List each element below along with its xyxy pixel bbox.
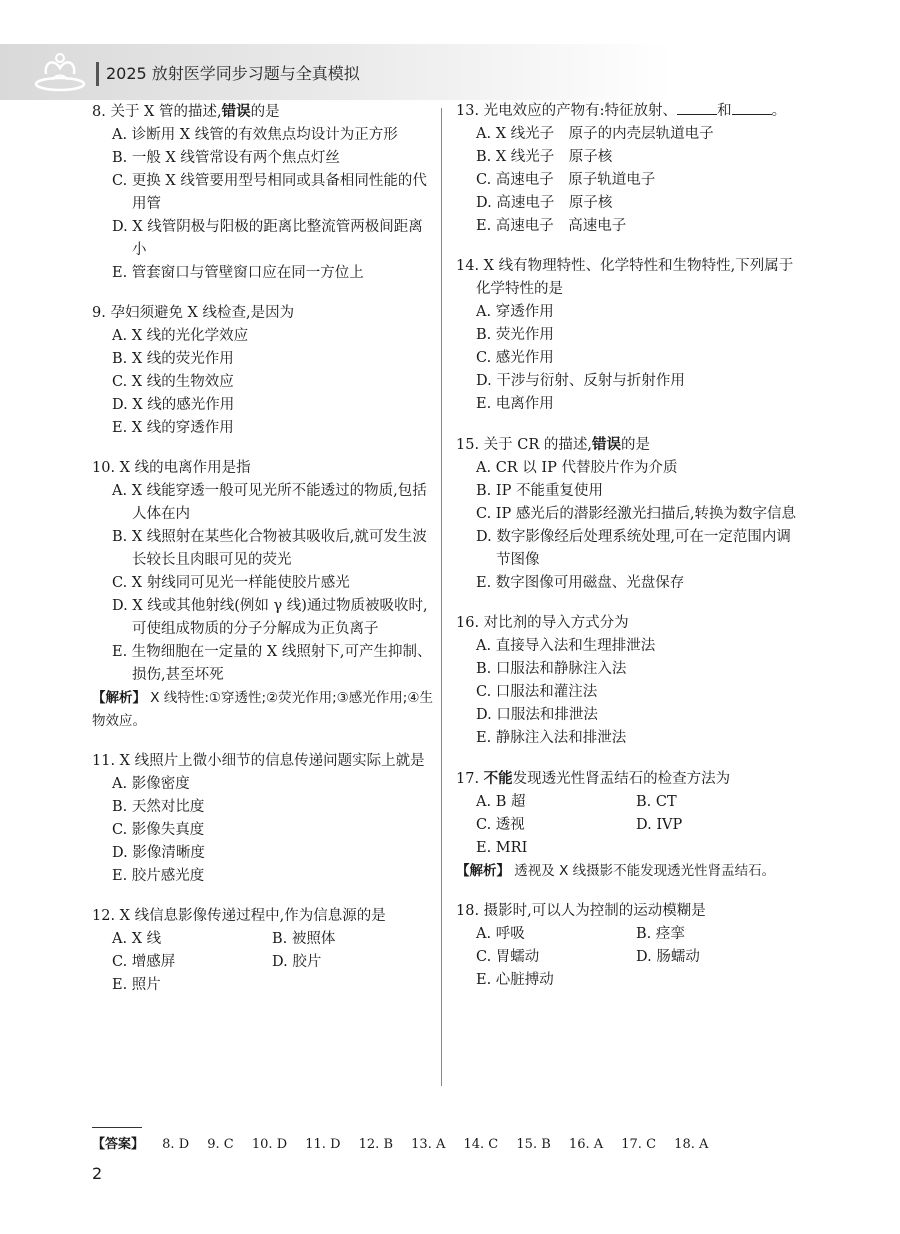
question-18 (456, 900, 801, 992)
answer-key-label: 【答案】 (92, 1137, 145, 1152)
option-b: B. 被照体 (272, 931, 336, 947)
book-title: 2025 放射医学同步习题与全真模拟 (106, 64, 360, 83)
option-b: B. 痉挛 (636, 926, 685, 942)
question-16 (456, 612, 801, 750)
question-12 (92, 905, 434, 997)
question-title: 10. X 线的电离作用是指 (92, 460, 251, 476)
header-divider-bar (96, 62, 99, 86)
question-14 (456, 255, 801, 416)
option-e: E. X 线的穿透作用 (112, 420, 234, 436)
option-c: C. IP 感光后的潜影经激光扫描后,转换为数字信息 (476, 506, 796, 522)
option-c: C. 透视 (476, 817, 525, 833)
option-c: C. 更换 X 线管要用型号相同或具备相同性能的代用管 (112, 173, 427, 212)
analysis-note: 【解析】 X 线特性:①穿透性;②荧光作用;③感光作用;④生物效应。 (92, 690, 433, 729)
answer-item: 8. D (162, 1137, 190, 1152)
question-15 (456, 433, 801, 595)
question-8 (92, 100, 434, 285)
answer-item: 12. B (358, 1137, 394, 1152)
answer-key (92, 1133, 722, 1152)
question-title: 13. 光电效应的产物有:特征放射、 和 。 (456, 100, 801, 123)
option-a: A. 穿透作用 (476, 304, 554, 320)
option-e: E. 高速电子 高速电子 (476, 218, 627, 234)
option-a: A. X 线能穿透一般可见光所不能透过的物质,包括人体在内 (112, 483, 427, 522)
question-title: 16. 对比剂的导入方式分为 (456, 615, 629, 631)
analysis-note: 【解析】 透视及 X 线摄影不能发现透光性肾盂结石。 (456, 863, 776, 879)
option-a: A. X 线光子 原子的内壳层轨道电子 (476, 126, 714, 142)
option-d: D. 影像清晰度 (112, 845, 205, 861)
option-b: B. 一般 X 线管常设有两个焦点灯丝 (112, 150, 340, 166)
page-header (0, 44, 900, 100)
question-17 (456, 767, 801, 883)
answer-item: 11. D (305, 1137, 341, 1152)
fill-blank (677, 100, 717, 115)
option-d: D. X 线或其他射线(例如 γ 线)通过物质被吸收时,可使组成物质的分子分解成为正负离子 (112, 598, 428, 637)
question-title: 12. X 线信息影像传递过程中,作为信息源的是 (92, 908, 386, 924)
option-d: D. 数字影像经后处理系统处理,可在一定范围内调节图像 (476, 529, 791, 568)
answer-item: 18. A (674, 1137, 709, 1152)
option-d: D. 胶片 (272, 954, 322, 970)
answer-item: 17. C (621, 1137, 657, 1152)
fill-blank (732, 100, 772, 115)
option-e: E. 电离作用 (476, 396, 554, 412)
option-c: C. 感光作用 (476, 350, 554, 366)
option-d: D. 肠蠕动 (636, 949, 700, 965)
option-a: A. CR 以 IP 代替胶片作为介质 (476, 460, 678, 476)
question-title: 17. 不能发现透光性肾盂结石的检查方法为 (456, 770, 731, 787)
option-a: A. 呼吸 (476, 926, 525, 942)
option-d: D. 高速电子 原子核 (476, 195, 613, 211)
option-a: A. 诊断用 X 线管的有效焦点均设计为正方形 (112, 127, 398, 143)
question-title: 15. 关于 CR 的描述,错误的是 (456, 436, 651, 453)
option-b: B. X 线照射在某些化合物被其吸收后,就可发生波长较长且肉眼可见的荧光 (112, 529, 427, 568)
option-d: D. X 线的感光作用 (112, 397, 235, 413)
answer-item: 15. B (516, 1137, 551, 1152)
option-b: B. CT (636, 794, 677, 810)
answer-item: 16. A (568, 1137, 604, 1152)
answer-item: 14. C (463, 1137, 499, 1152)
option-a: A. B 超 (476, 794, 526, 810)
option-b: B. X 线光子 原子核 (476, 149, 613, 165)
book-logo-icon (30, 44, 90, 100)
option-d: D. 口服法和排泄法 (476, 707, 598, 723)
option-e: E. 静脉注入法和排泄法 (476, 730, 627, 746)
option-e: E. 心脏搏动 (476, 972, 554, 988)
option-e: E. 照片 (112, 977, 161, 993)
option-e: E. 管套窗口与管壁窗口应在同一方位上 (112, 265, 364, 281)
page-number: 2 (92, 1164, 103, 1183)
answer-item: 10. D (251, 1137, 288, 1152)
option-d: D. 干涉与衍射、反射与折射作用 (476, 373, 685, 389)
left-column (92, 100, 434, 1014)
column-divider (441, 108, 442, 1086)
option-e: E. 生物细胞在一定量的 X 线照射下,可产生抑制、损伤,甚至坏死 (112, 644, 432, 683)
option-c: C. 高速电子 原子轨道电子 (476, 172, 656, 188)
question-title: 9. 孕妇须避免 X 线检查,是因为 (92, 305, 295, 321)
option-c: C. 影像失真度 (112, 822, 205, 838)
option-b: B. IP 不能重复使用 (476, 483, 603, 499)
question-9 (92, 302, 434, 440)
answer-item: 13. A (411, 1137, 446, 1152)
option-a: A. 直接导入法和生理排泄法 (476, 638, 656, 654)
option-c: C. 胃蠕动 (476, 949, 540, 965)
option-d: D. IVP (636, 817, 683, 833)
option-b: B. 口服法和静脉注入法 (476, 661, 627, 677)
option-d: D. X 线管阴极与阳极的距离比整流管两极间距离小 (112, 219, 423, 258)
question-title: 14. X 线有物理特性、化学特性和生物特性,下列属于化学特性的是 (456, 258, 794, 297)
question-title: 11. X 线照片上微小细节的信息传递问题实际上就是 (92, 753, 425, 769)
option-b: B. 荧光作用 (476, 327, 554, 343)
answer-item: 9. C (207, 1137, 234, 1152)
option-b: B. 天然对比度 (112, 799, 205, 815)
option-a: A. X 线的光化学效应 (112, 328, 249, 344)
answer-divider (92, 1127, 142, 1128)
option-e: E. 数字图像可用磁盘、光盘保存 (476, 575, 685, 591)
question-13 (456, 100, 801, 238)
option-c: C. 增感屏 (112, 954, 176, 970)
option-e: E. 胶片感光度 (112, 868, 205, 884)
option-e: E. MRI (476, 840, 528, 856)
option-a: A. 影像密度 (112, 776, 190, 792)
option-c: C. X 射线同可见光一样能使胶片感光 (112, 575, 350, 591)
question-11 (92, 750, 434, 888)
question-title: 18. 摄影时,可以人为控制的运动模糊是 (456, 903, 706, 919)
option-c: C. X 线的生物效应 (112, 374, 234, 390)
option-c: C. 口服法和灌注法 (476, 684, 598, 700)
question-title: 8. 关于 X 管的描述,错误的是 (92, 103, 280, 120)
question-10 (92, 457, 434, 733)
right-column (456, 100, 801, 1009)
option-a: A. X 线 (112, 931, 162, 947)
option-b: B. X 线的荧光作用 (112, 351, 234, 367)
